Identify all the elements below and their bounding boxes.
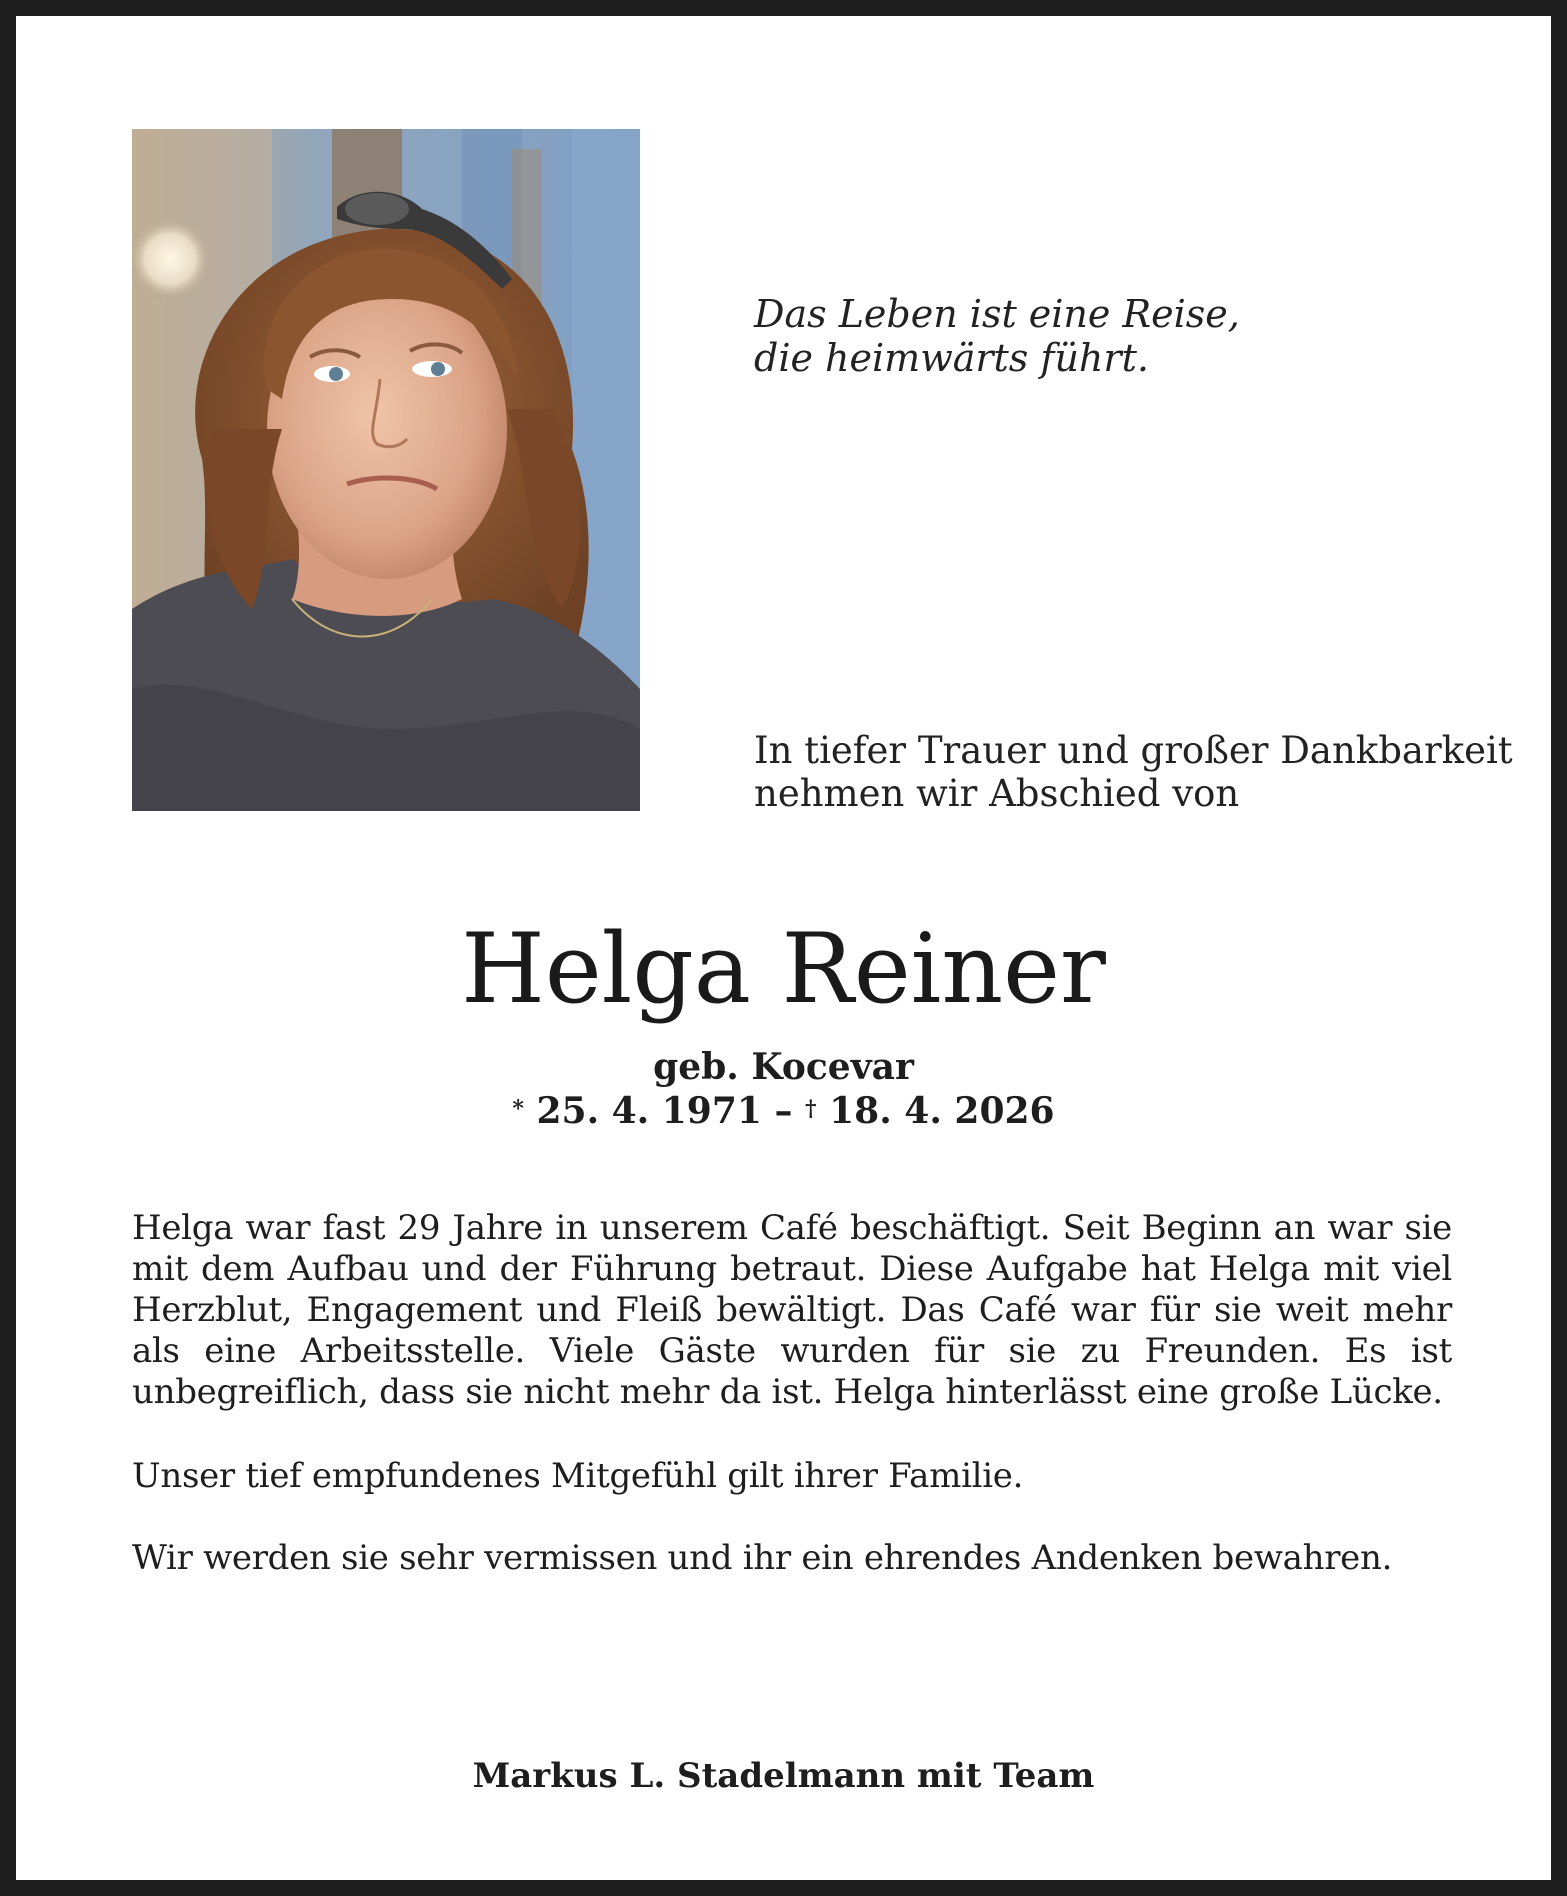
intro-text bbox=[754, 729, 1513, 815]
signature: Markus L. Stadelmann mit Team bbox=[472, 1756, 1095, 1796]
motto-line-2: die heimwärts führt. bbox=[754, 336, 1149, 380]
intro-line-2: nehmen wir Abschied von bbox=[754, 772, 1240, 815]
date-separator: – bbox=[774, 1090, 793, 1132]
life-dates bbox=[16, 1090, 1551, 1132]
birth-date: 25. 4. 1971 bbox=[536, 1090, 762, 1132]
condolence-paragraph: Unser tief empfundenes Mitgefühl gilt ihrer Familie. bbox=[132, 1456, 1024, 1496]
birth-symbol: * bbox=[512, 1096, 524, 1122]
remembrance-paragraph: Wir werden sie sehr vermissen und ihr ein ehrendes Andenken bewahren. bbox=[132, 1538, 1393, 1578]
motto-line-1: Das Leben ist eine Reise, bbox=[754, 292, 1240, 336]
intro-line-1: In tiefer Trauer und großer Dankbarkeit bbox=[754, 729, 1513, 772]
motto-quote bbox=[754, 292, 1240, 380]
portrait-photo bbox=[132, 129, 640, 811]
death-date: 18. 4. 2026 bbox=[829, 1090, 1055, 1132]
birth-name: geb. Kocevar bbox=[653, 1046, 914, 1088]
tribute-paragraph: Helga war fast 29 Jahre in unserem Café beschäftigt. Seit Beginn an war sie mit dem Aufbau und der Führung betraut. Diese Aufgabe hat Helga mit viel Herzblut, Engagement und Fleiß bewältigt. Das Café war für sie weit mehr als eine Arbeitsstelle. Viele Gäste wurden für sie zu Freunden. Es ist unbegreiflich, dass sie nicht mehr da ist. Helga hinterlässt eine große Lücke. bbox=[132, 1208, 1452, 1412]
deceased-name: Helga Reiner bbox=[461, 913, 1106, 1025]
death-symbol: † bbox=[805, 1096, 817, 1122]
